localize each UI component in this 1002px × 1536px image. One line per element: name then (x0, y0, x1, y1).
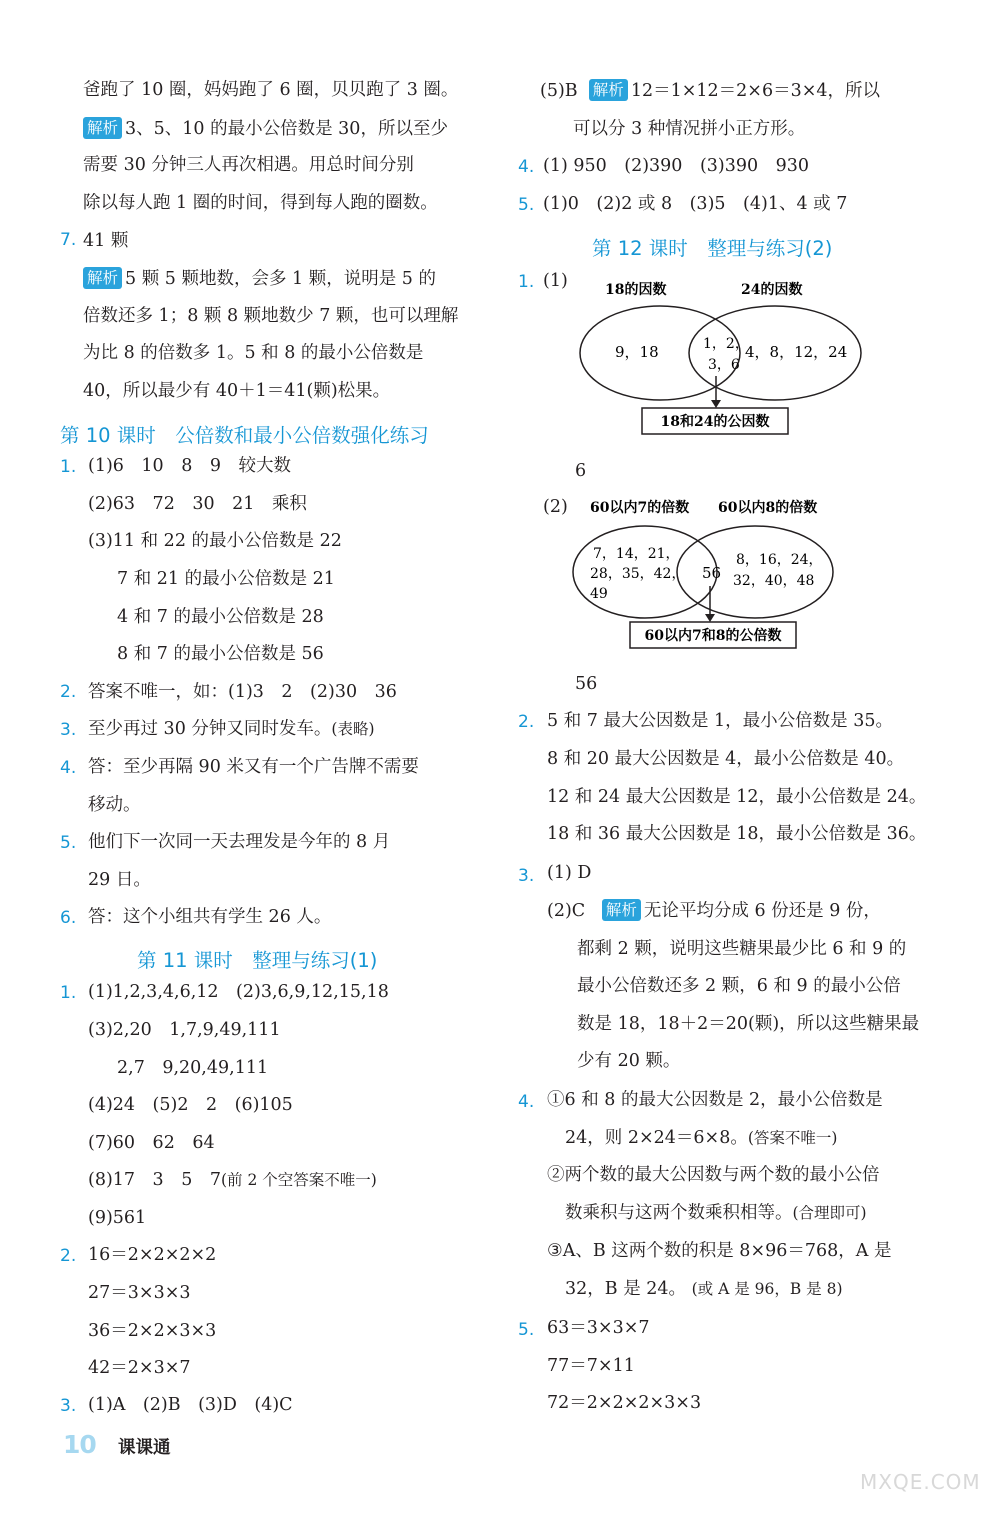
venn-arrowhead (705, 614, 715, 622)
answer-line: 24，则 2×24＝6×8。(答案不唯一) (565, 1128, 838, 1148)
question-number: 4. (518, 1092, 535, 1112)
answer-line: (1) D (547, 863, 592, 883)
answer-line: (2) (543, 497, 568, 517)
venn-common-values: 3，6 (708, 357, 740, 373)
answer-line: ③A、B 这两个数的积是 8×96＝768，A 是 (547, 1241, 892, 1261)
venn-left-values: 49 (590, 586, 608, 602)
section-heading: 第 12 课时 整理与练习(2) (592, 237, 833, 260)
answer-line: 答案不唯一，如：(1)3 2 (2)30 36 (88, 682, 397, 702)
answer-line: (7)60 62 64 (88, 1133, 215, 1153)
answer-line: (8)17 3 5 7(前 2 个空答案不唯一) (88, 1170, 377, 1190)
venn-right-values: 32，40，48 (733, 573, 815, 589)
text-line: 除以每人跑 1 圈的时间，得到每人跑的圈数。 (83, 193, 438, 213)
answer-line: (2)63 72 30 21 乘积 (88, 494, 307, 514)
question-number: 4. (60, 758, 77, 778)
analysis-line: (5)B 解析 12＝1×12＝2×6＝3×4，所以 (540, 81, 881, 101)
analysis-tag: 解析 (83, 117, 122, 139)
answer-line: 至少再过 30 分钟又同时发车。(表略) (88, 719, 375, 739)
question-number: 1. (60, 457, 77, 477)
answer-line: (3)11 和 22 的最小公倍数是 22 (88, 531, 342, 551)
venn-diagram-multiples (570, 494, 870, 654)
venn-left-title: 18的因数 (605, 282, 667, 298)
venn-left-values: 28，35，42， (590, 566, 686, 582)
answer-line: (4)24 (5)2 2 (6)105 (88, 1095, 293, 1115)
answer-line: (1)0 (2)2 或 8 (3)5 (4)1、4 或 7 (543, 194, 848, 214)
answer-line: 63＝3×3×7 (547, 1318, 650, 1338)
answer-line: 6 (575, 461, 587, 481)
answer-line: 8 和 20 最大公因数是 4，最小公倍数是 40。 (547, 749, 905, 769)
venn-left-values: 7，14，21， (593, 546, 680, 562)
answer-line: 5 和 7 最大公因数是 1，最小公倍数是 35。 (547, 711, 893, 731)
question-number: 2. (518, 712, 535, 732)
text-line: 数是 18，18＋2＝20(颗)，所以这些糖果最 (577, 1014, 920, 1034)
text-line: 最小公倍数还多 2 颗，6 和 9 的最小公倍 (577, 976, 901, 996)
text-line: 爸跑了 10 圈，妈妈跑了 6 圈，贝贝跑了 3 圈。 (83, 80, 459, 100)
analysis-tag: 解析 (602, 899, 641, 921)
answer-line: 他们下一次同一天去理发是今年的 8 月 (88, 832, 391, 852)
analysis-line: 解析 3、5、10 的最小公倍数是 30，所以至少 (83, 116, 448, 142)
question-number: 5. (518, 195, 535, 215)
answer-line: 4 和 7 的最小公倍数是 28 (117, 607, 324, 627)
venn-common-values: 1，2， (703, 336, 749, 352)
answer-line: ②两个数的最大公因数与两个数的最小公倍 (547, 1165, 880, 1185)
answer-line: (1)1,2,3,4,6,12 (2)3,6,9,12,15,18 (88, 982, 389, 1002)
book-title: 课课通 (118, 1438, 171, 1458)
text-line: 可以分 3 种情况拼小正方形。 (573, 119, 806, 139)
answer-line: 27＝3×3×3 (88, 1283, 191, 1303)
analysis-line: (2)C 解析 无论平均分成 6 份还是 9 份， (547, 901, 881, 921)
question-number: 7. (60, 230, 77, 250)
answer-line: 41 颗 (83, 231, 129, 251)
question-number: 4. (518, 157, 535, 177)
answer-line: 16＝2×2×2×2 (88, 1245, 217, 1265)
answer-line: 32，B 是 24。 (或 A 是 96，B 是 8) (565, 1279, 843, 1299)
question-number: 5. (60, 833, 77, 853)
question-number: 1. (518, 272, 535, 292)
venn-arrowhead (711, 400, 721, 408)
page-number: 10 (63, 1430, 96, 1459)
answer-line: 12 和 24 最大公因数是 12，最小公倍数是 24。 (547, 787, 927, 807)
answer-line: (1) (543, 271, 568, 291)
text-line: 倍数还多 1；8 颗 8 颗地数少 7 颗，也可以理解 (83, 306, 459, 326)
text-line: 为比 8 的倍数多 1。5 和 8 的最小公倍数是 (83, 343, 424, 363)
question-number: 1. (60, 983, 77, 1003)
answer-line: 72＝2×2×2×3×3 (547, 1393, 702, 1413)
answer-line: 2,7 9,20,49,111 (117, 1058, 269, 1078)
answer-line: (1)6 10 8 9 较大数 (88, 456, 291, 476)
text-line: 少有 20 颗。 (577, 1051, 681, 1071)
answer-line: 7 和 21 的最小公倍数是 21 (117, 569, 335, 589)
answer-line: 77＝7×11 (547, 1356, 635, 1376)
analysis-line: 解析 5 颗 5 颗地数，会多 1 颗，说明是 5 的 (83, 266, 436, 292)
answer-line: (1)A (2)B (3)D (4)C (88, 1395, 293, 1415)
analysis-tag: 解析 (589, 79, 628, 101)
venn-right-values: 4，8，12，24 (745, 343, 848, 361)
answer-line: ①6 和 8 的最大公因数是 2，最小公倍数是 (547, 1090, 883, 1110)
question-number: 3. (60, 1396, 77, 1416)
answer-line: 36＝2×2×3×3 (88, 1321, 217, 1341)
answer-line: (3)2,20 1,7,9,49,111 (88, 1020, 281, 1040)
section-heading: 第 10 课时 公倍数和最小公倍数强化练习 (60, 424, 429, 447)
answer-line: 29 日。 (88, 870, 151, 890)
question-number: 3. (518, 866, 535, 886)
venn-right-title: 60以内8的倍数 (718, 500, 818, 516)
answer-line: 答：至少再隔 90 米又有一个广告牌不需要 (88, 757, 419, 777)
venn-label-text: 18和24的公因数 (660, 414, 770, 430)
question-number: 2. (60, 682, 77, 702)
answer-line: 56 (575, 674, 598, 694)
question-number: 6. (60, 908, 77, 928)
question-number: 3. (60, 720, 77, 740)
watermark: MXQE.COM (860, 1470, 981, 1494)
answer-line: 移动。 (88, 795, 141, 815)
answer-line: (1) 950 (2)390 (3)390 930 (543, 156, 810, 176)
answer-line: 8 和 7 的最小公倍数是 56 (117, 644, 324, 664)
answer-line: 数乘积与这两个数乘积相等。(合理即可) (565, 1203, 867, 1223)
venn-left-title: 60以内7的倍数 (590, 500, 690, 516)
answer-line: (9)561 (88, 1208, 147, 1228)
venn-label-text: 60以内7和8的公倍数 (644, 628, 782, 644)
venn-right-circle (677, 526, 833, 618)
text-line: 40，所以最少有 40＋1＝41(颗)松果。 (83, 381, 391, 401)
analysis-tag: 解析 (83, 267, 122, 289)
venn-right-values: 8，16，24， (736, 552, 823, 568)
answer-line: 42＝2×3×7 (88, 1358, 191, 1378)
answer-line: 答：这个小组共有学生 26 人。 (88, 907, 332, 927)
venn-common-values: 56 (702, 564, 722, 582)
question-number: 2. (60, 1246, 77, 1266)
venn-right-title: 24的因数 (741, 282, 803, 298)
section-heading: 第 11 课时 整理与练习(1) (137, 949, 378, 972)
venn-left-values: 9，18 (615, 343, 659, 361)
answer-line: 18 和 36 最大公因数是 18，最小公倍数是 36。 (547, 824, 927, 844)
text-line: 都剩 2 颗，说明这些糖果最少比 6 和 9 的 (577, 939, 907, 959)
text-line: 需要 30 分钟三人再次相遇。用总时间分别 (83, 155, 414, 175)
venn-diagram-factors (575, 276, 875, 438)
question-number: 5. (518, 1320, 535, 1340)
